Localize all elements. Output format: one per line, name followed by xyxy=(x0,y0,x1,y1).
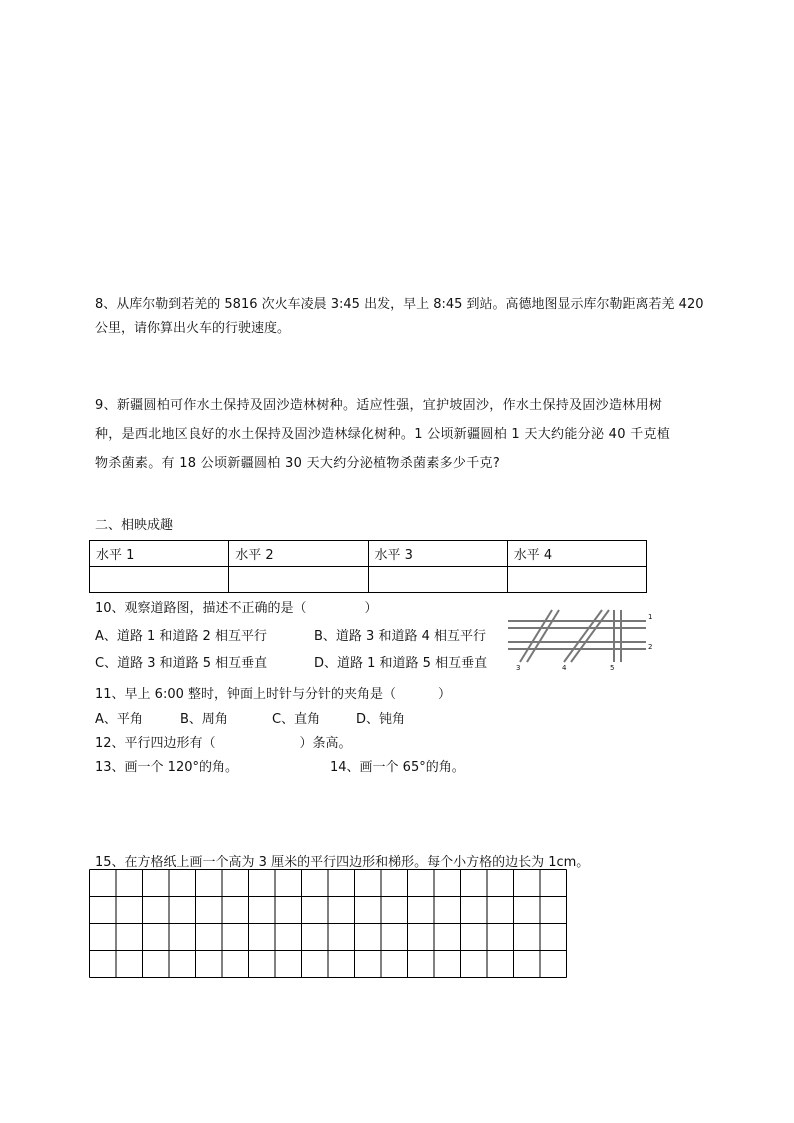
road-3-line-b xyxy=(527,610,559,662)
q9-line3: 物杀菌素。有 18 公顷新疆圆柏 30 天大约分泌植物杀菌素多少千克? xyxy=(95,456,501,471)
q11-option-d[interactable]: D、钝角 xyxy=(356,712,406,727)
q11-stem-close: ） xyxy=(438,687,452,702)
q11-option-c[interactable]: C、直角 xyxy=(272,712,321,727)
score-cell-4[interactable] xyxy=(507,567,646,593)
q13-text: 13、画一个 120°的角。 xyxy=(95,760,238,775)
q10-option-d[interactable]: D、道路 1 和道路 5 相互垂直 xyxy=(314,656,488,671)
q10-stem xyxy=(95,597,378,616)
q9-line1: 9、新疆圆柏可作水土保持及固沙造林树种。适应性强，宜护坡固沙，作水土保持及固沙造林用树 xyxy=(95,398,663,413)
graph-paper-grid[interactable] xyxy=(89,869,567,979)
score-cell-2[interactable] xyxy=(229,567,368,593)
score-header-4: 水平 4 xyxy=(507,541,646,567)
q11-stem-text: 11、早上 6:00 整时，钟面上时针与分针的夹角是（ xyxy=(95,687,396,702)
q11-option-a[interactable]: A、平角 xyxy=(95,712,143,727)
road-4-line-b xyxy=(571,610,609,662)
road-label-5: 5 xyxy=(610,664,615,672)
score-table xyxy=(89,540,647,593)
road-label-1: 1 xyxy=(648,613,653,621)
q8-line2: 公里，请你算出火车的行驶速度。 xyxy=(95,321,291,336)
score-table-blank-row xyxy=(90,567,647,593)
q12-stem-end: ）条高。 xyxy=(299,736,352,751)
road-label-3: 3 xyxy=(516,664,521,672)
q9-line2: 种，是西北地区良好的水土保持及固沙造林绿化树种。1 公顷新疆圆柏 1 天大约能分泌 40 千克植 xyxy=(95,427,671,442)
road-label-2: 2 xyxy=(648,643,653,651)
q10-stem-text: 10、观察道路图，描述不正确的是（ xyxy=(95,601,307,616)
section-title: 二、相映成趣 xyxy=(95,518,174,533)
road-map-diagram xyxy=(506,604,656,672)
road-label-4: 4 xyxy=(562,664,567,672)
score-header-2: 水平 2 xyxy=(229,541,368,567)
q12-stem-start: 12、平行四边形有（ xyxy=(95,736,216,751)
q11-option-b[interactable]: B、周角 xyxy=(180,712,228,727)
score-cell-3[interactable] xyxy=(368,567,507,593)
q14-text: 14、画一个 65°的角。 xyxy=(330,760,465,775)
q10-option-c[interactable]: C、道路 3 和道路 5 相互垂直 xyxy=(95,656,268,671)
road-4-line-a xyxy=(564,610,602,662)
q10-option-b[interactable]: B、道路 3 和道路 4 相互平行 xyxy=(314,629,486,644)
score-header-1: 水平 1 xyxy=(90,541,229,567)
q15-text: 15、在方格纸上画一个高为 3 厘米的平行四边形和梯形。每个小方格的边长为 1cm。 xyxy=(95,855,590,870)
q10-option-a[interactable]: A、道路 1 和道路 2 相互平行 xyxy=(95,629,267,644)
road-3-line-a xyxy=(520,610,552,662)
q10-stem-close: ） xyxy=(364,601,378,616)
q11-stem xyxy=(95,683,451,702)
q12-stem xyxy=(95,732,352,751)
score-cell-1[interactable] xyxy=(90,567,229,593)
q8-line1: 8、从库尔勒到若羌的 5816 次火车凌晨 3:45 出发，早上 8:45 到站。高德地图显示库尔勒距离若羌 420 xyxy=(95,297,704,312)
score-header-3: 水平 3 xyxy=(368,541,507,567)
score-table-header-row xyxy=(90,541,647,567)
